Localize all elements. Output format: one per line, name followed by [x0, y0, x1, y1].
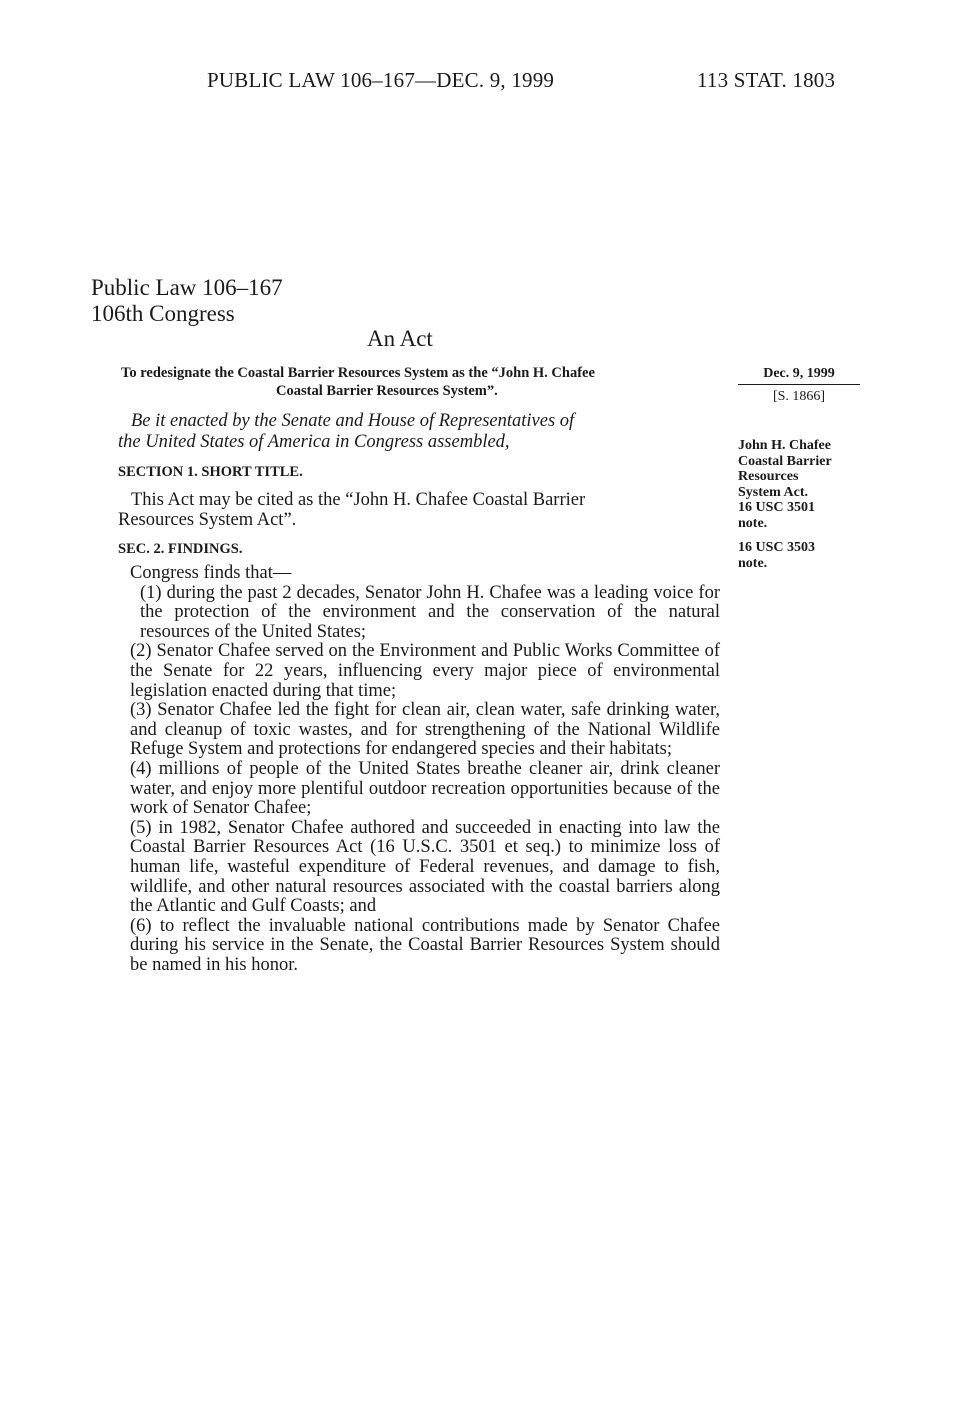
finding-5: (5) in 1982, Senator Chafee authored and succeeded in enacting into law the Coastal Barrier Resources Act (16 U.S.C. 3501 et seq.) to minimize loss of human life, wasteful expenditure of Federal revenues, and damage to fish, wildlife, and other natural resources associated with the coastal barriers along the Atlantic and Gulf Coasts; and: [130, 817, 720, 917]
an-act-heading: An Act: [367, 326, 433, 351]
section-1-heading: SECTION 1. SHORT TITLE.: [118, 464, 303, 480]
margin-note-line: Coastal Barrier: [738, 453, 832, 469]
public-law-number: Public Law 106–167: [91, 275, 283, 300]
finding-4: (4) millions of people of the United States breathe cleaner air, drink cleaner water, and enjoy more plentiful outdoor recreation opportunities because of the work of Senator Chafee;: [130, 758, 720, 819]
section-1-line-2: Resources System Act”.: [118, 510, 297, 530]
purpose-line-2: Coastal Barrier Resources System”.: [276, 383, 498, 399]
enactment-date: Dec. 9, 1999: [738, 366, 860, 385]
margin-note-line: System Act.: [738, 484, 808, 500]
enacting-clause: [118, 411, 720, 453]
running-head-page: 113 STAT. 1803: [697, 68, 836, 92]
enacting-clause-line-1: Be it enacted by the Senate and House of Representatives of: [131, 411, 575, 431]
margin-note-line: 16 USC 3501: [738, 500, 816, 515]
margin-note-short-title: [738, 438, 832, 531]
act-purpose: [121, 364, 696, 400]
section-2-heading: SEC. 2. FINDINGS.: [118, 541, 243, 557]
congress-number: 106th Congress: [91, 301, 235, 326]
margin-note-line: 16 USC 3503: [738, 540, 816, 555]
margin-note-findings: [738, 540, 815, 571]
enactment-date-block: [738, 366, 860, 405]
margin-note-line: Resources: [738, 469, 799, 484]
findings-list: [130, 564, 720, 975]
enacting-clause-line-2: the United States of America in Congress assembled,: [118, 432, 510, 452]
purpose-line-1: To redesignate the Coastal Barrier Resources System as the “John H. Chafee: [121, 365, 595, 381]
margin-note-line: note.: [738, 555, 768, 571]
running-head-left: PUBLIC LAW 106–167—DEC. 9, 1999: [207, 68, 555, 92]
finding-2: (2) Senator Chafee served on the Environment and Public Works Committee of the Senate for 22 years, influencing every major piece of environmental legislation enacted during that time;: [130, 641, 720, 701]
margin-note-line: John H. Chafee: [738, 438, 831, 453]
section-1-line-1: This Act may be cited as the “John H. Chafee Coastal Barrier: [131, 490, 586, 510]
margin-note-line: note.: [738, 515, 768, 531]
finding-3: (3) Senator Chafee led the fight for clean air, clean water, safe drinking water, and cleanup of toxic wastes, and for strengthening of the National Wildlife Refuge System and protections for endangered species and their habitats;: [130, 700, 720, 760]
finding-1: (1) during the past 2 decades, Senator John H. Chafee was a leading voice for the protection of the environment and the conservation of the natural resources of the United States;: [140, 582, 720, 642]
findings-intro: Congress finds that—: [130, 563, 292, 583]
finding-6: (6) to reflect the invaluable national contributions made by Senator Chafee during his service in the Senate, the Coastal Barrier Resources System should be named in his honor.: [130, 915, 720, 975]
section-1-text: [118, 490, 720, 530]
bill-number: [S. 1866]: [772, 389, 826, 404]
